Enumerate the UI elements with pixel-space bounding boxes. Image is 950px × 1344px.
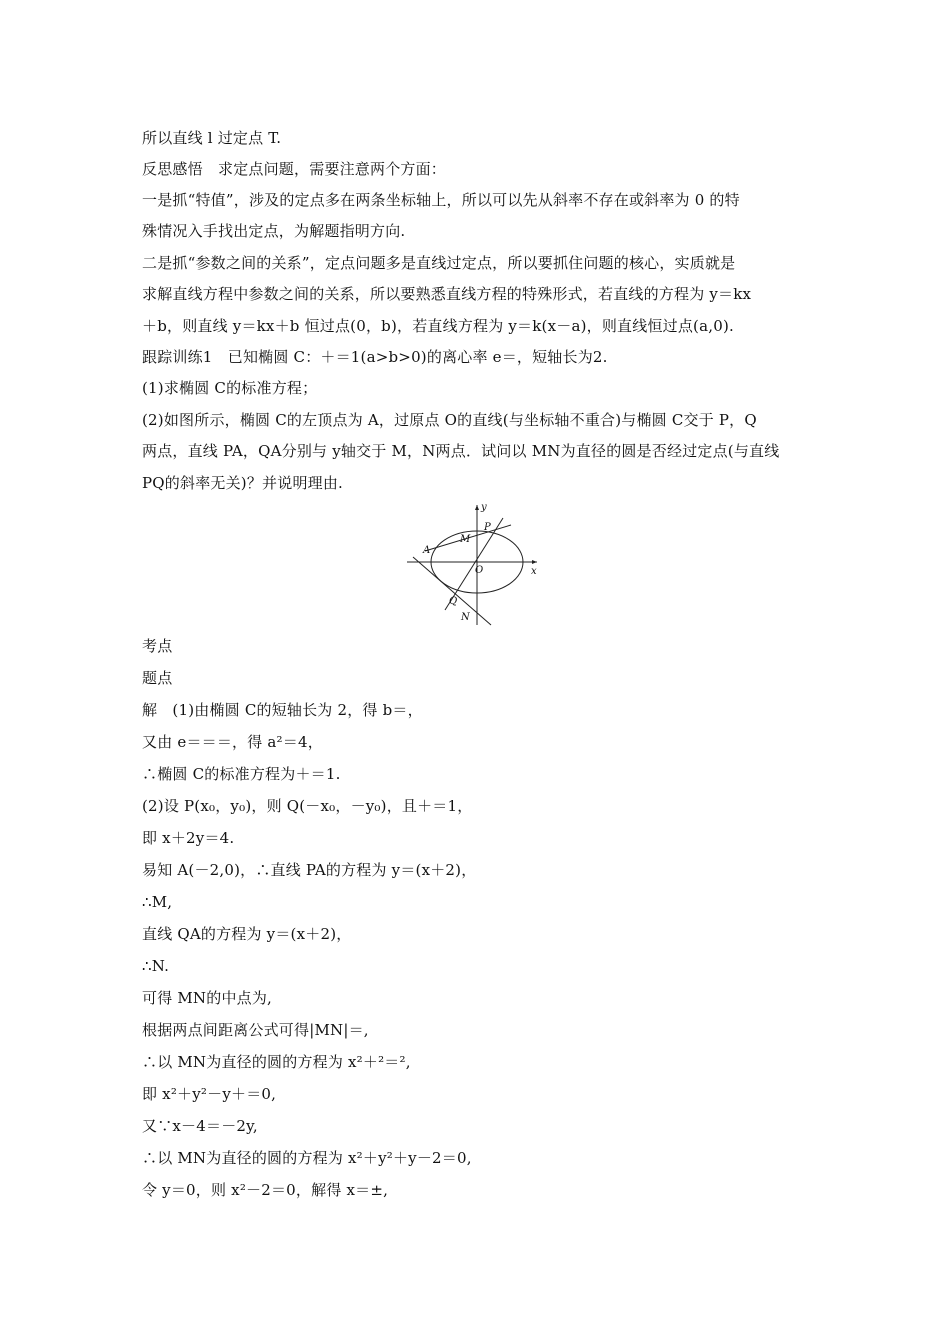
text-line: 又∵x－4＝－2y, bbox=[142, 1117, 258, 1135]
text-line: 易知 A(－2,0)，∴直线 PA的方程为 y＝(x＋2)， bbox=[142, 861, 477, 879]
label-p: P bbox=[484, 522, 491, 533]
text-line: 令 y＝0，则 x²－2＝0，解得 x＝±, bbox=[142, 1181, 389, 1199]
label-x: x bbox=[531, 566, 537, 577]
y-axis-arrow-icon bbox=[475, 505, 479, 510]
text-line: ∴N. bbox=[142, 957, 170, 975]
text-line: 一是抓“特值”，涉及的定点多在两条坐标轴上，所以可以先从斜率不存在或斜率为 0 的特 bbox=[142, 191, 740, 209]
text-line: 即 x²＋y²－y＋＝0, bbox=[142, 1085, 277, 1103]
text-line: 求解直线方程中参数之间的关系，所以要熟悉直线方程的特殊形式，若直线的方程为 y＝kx bbox=[142, 285, 752, 303]
text-line: PQ的斜率无关)？并说明理由. bbox=[142, 474, 344, 492]
label-a: A bbox=[423, 545, 431, 556]
text-line: (2)设 P(x₀，y₀)，则 Q(－x₀，－y₀)，且＋＝1， bbox=[142, 797, 473, 815]
label-o: O bbox=[475, 565, 484, 576]
text-line: 根据两点间距离公式可得|MN|＝, bbox=[142, 1021, 369, 1039]
text-line: ＋b，则直线 y＝kx＋b 恒过点(0，b)，若直线方程为 y＝k(x－a)，则直线恒过点(a,0). bbox=[142, 317, 734, 335]
text-line: 所以直线 l 过定点 T. bbox=[142, 129, 282, 147]
ellipse-figure bbox=[405, 500, 545, 628]
text-line: ∴M, bbox=[142, 893, 173, 911]
text-line: (1)求椭圆 C的标准方程； bbox=[142, 379, 318, 397]
label-y: y bbox=[481, 502, 487, 513]
text-line: 即 x＋2y＝4. bbox=[142, 829, 235, 847]
ellipse-diagram bbox=[405, 500, 545, 628]
text-line: 又由 e＝＝＝，得 a²＝4， bbox=[142, 733, 323, 751]
text-line: 直线 QA的方程为 y＝(x＋2)， bbox=[142, 925, 352, 943]
text-line: 可得 MN的中点为, bbox=[142, 989, 273, 1007]
text-line: 题点 bbox=[142, 669, 173, 687]
x-axis-arrow-icon bbox=[532, 560, 537, 564]
text-line: 殊情况入手找出定点，为解题指明方向. bbox=[142, 222, 406, 240]
text-line: 二是抓“参数之间的关系”，定点问题多是直线过定点，所以要抓住问题的核心，实质就是 bbox=[142, 254, 736, 272]
text-line: ∴椭圆 C的标准方程为＋＝1. bbox=[142, 765, 341, 783]
label-m: M bbox=[460, 534, 471, 545]
text-line: 两点，直线 PA，QA分别与 y轴交于 M，N两点．试问以 MN为直径的圆是否经过定点(与直线 bbox=[142, 442, 780, 460]
text-line: 跟踪训练1 已知椭圆 C：＋＝1(a>b>0)的离心率 e＝，短轴长为2. bbox=[142, 348, 608, 366]
text-line: ∴以 MN为直径的圆的方程为 x²＋y²＋y－2＝0, bbox=[142, 1149, 472, 1167]
text-line: (2)如图所示，椭圆 C的左顶点为 A，过原点 O的直线(与坐标轴不重合)与椭圆 C交于 P，Q bbox=[142, 411, 757, 429]
label-n: N bbox=[461, 612, 470, 623]
text-line: 考点 bbox=[142, 637, 173, 655]
text-line: 解 (1)由椭圆 C的短轴长为 2，得 b＝， bbox=[142, 701, 423, 719]
text-line: ∴以 MN为直径的圆的方程为 x²＋²＝², bbox=[142, 1053, 411, 1071]
label-q: Q bbox=[449, 596, 458, 607]
text-line: 反思感悟 求定点问题，需要注意两个方面： bbox=[142, 160, 447, 178]
